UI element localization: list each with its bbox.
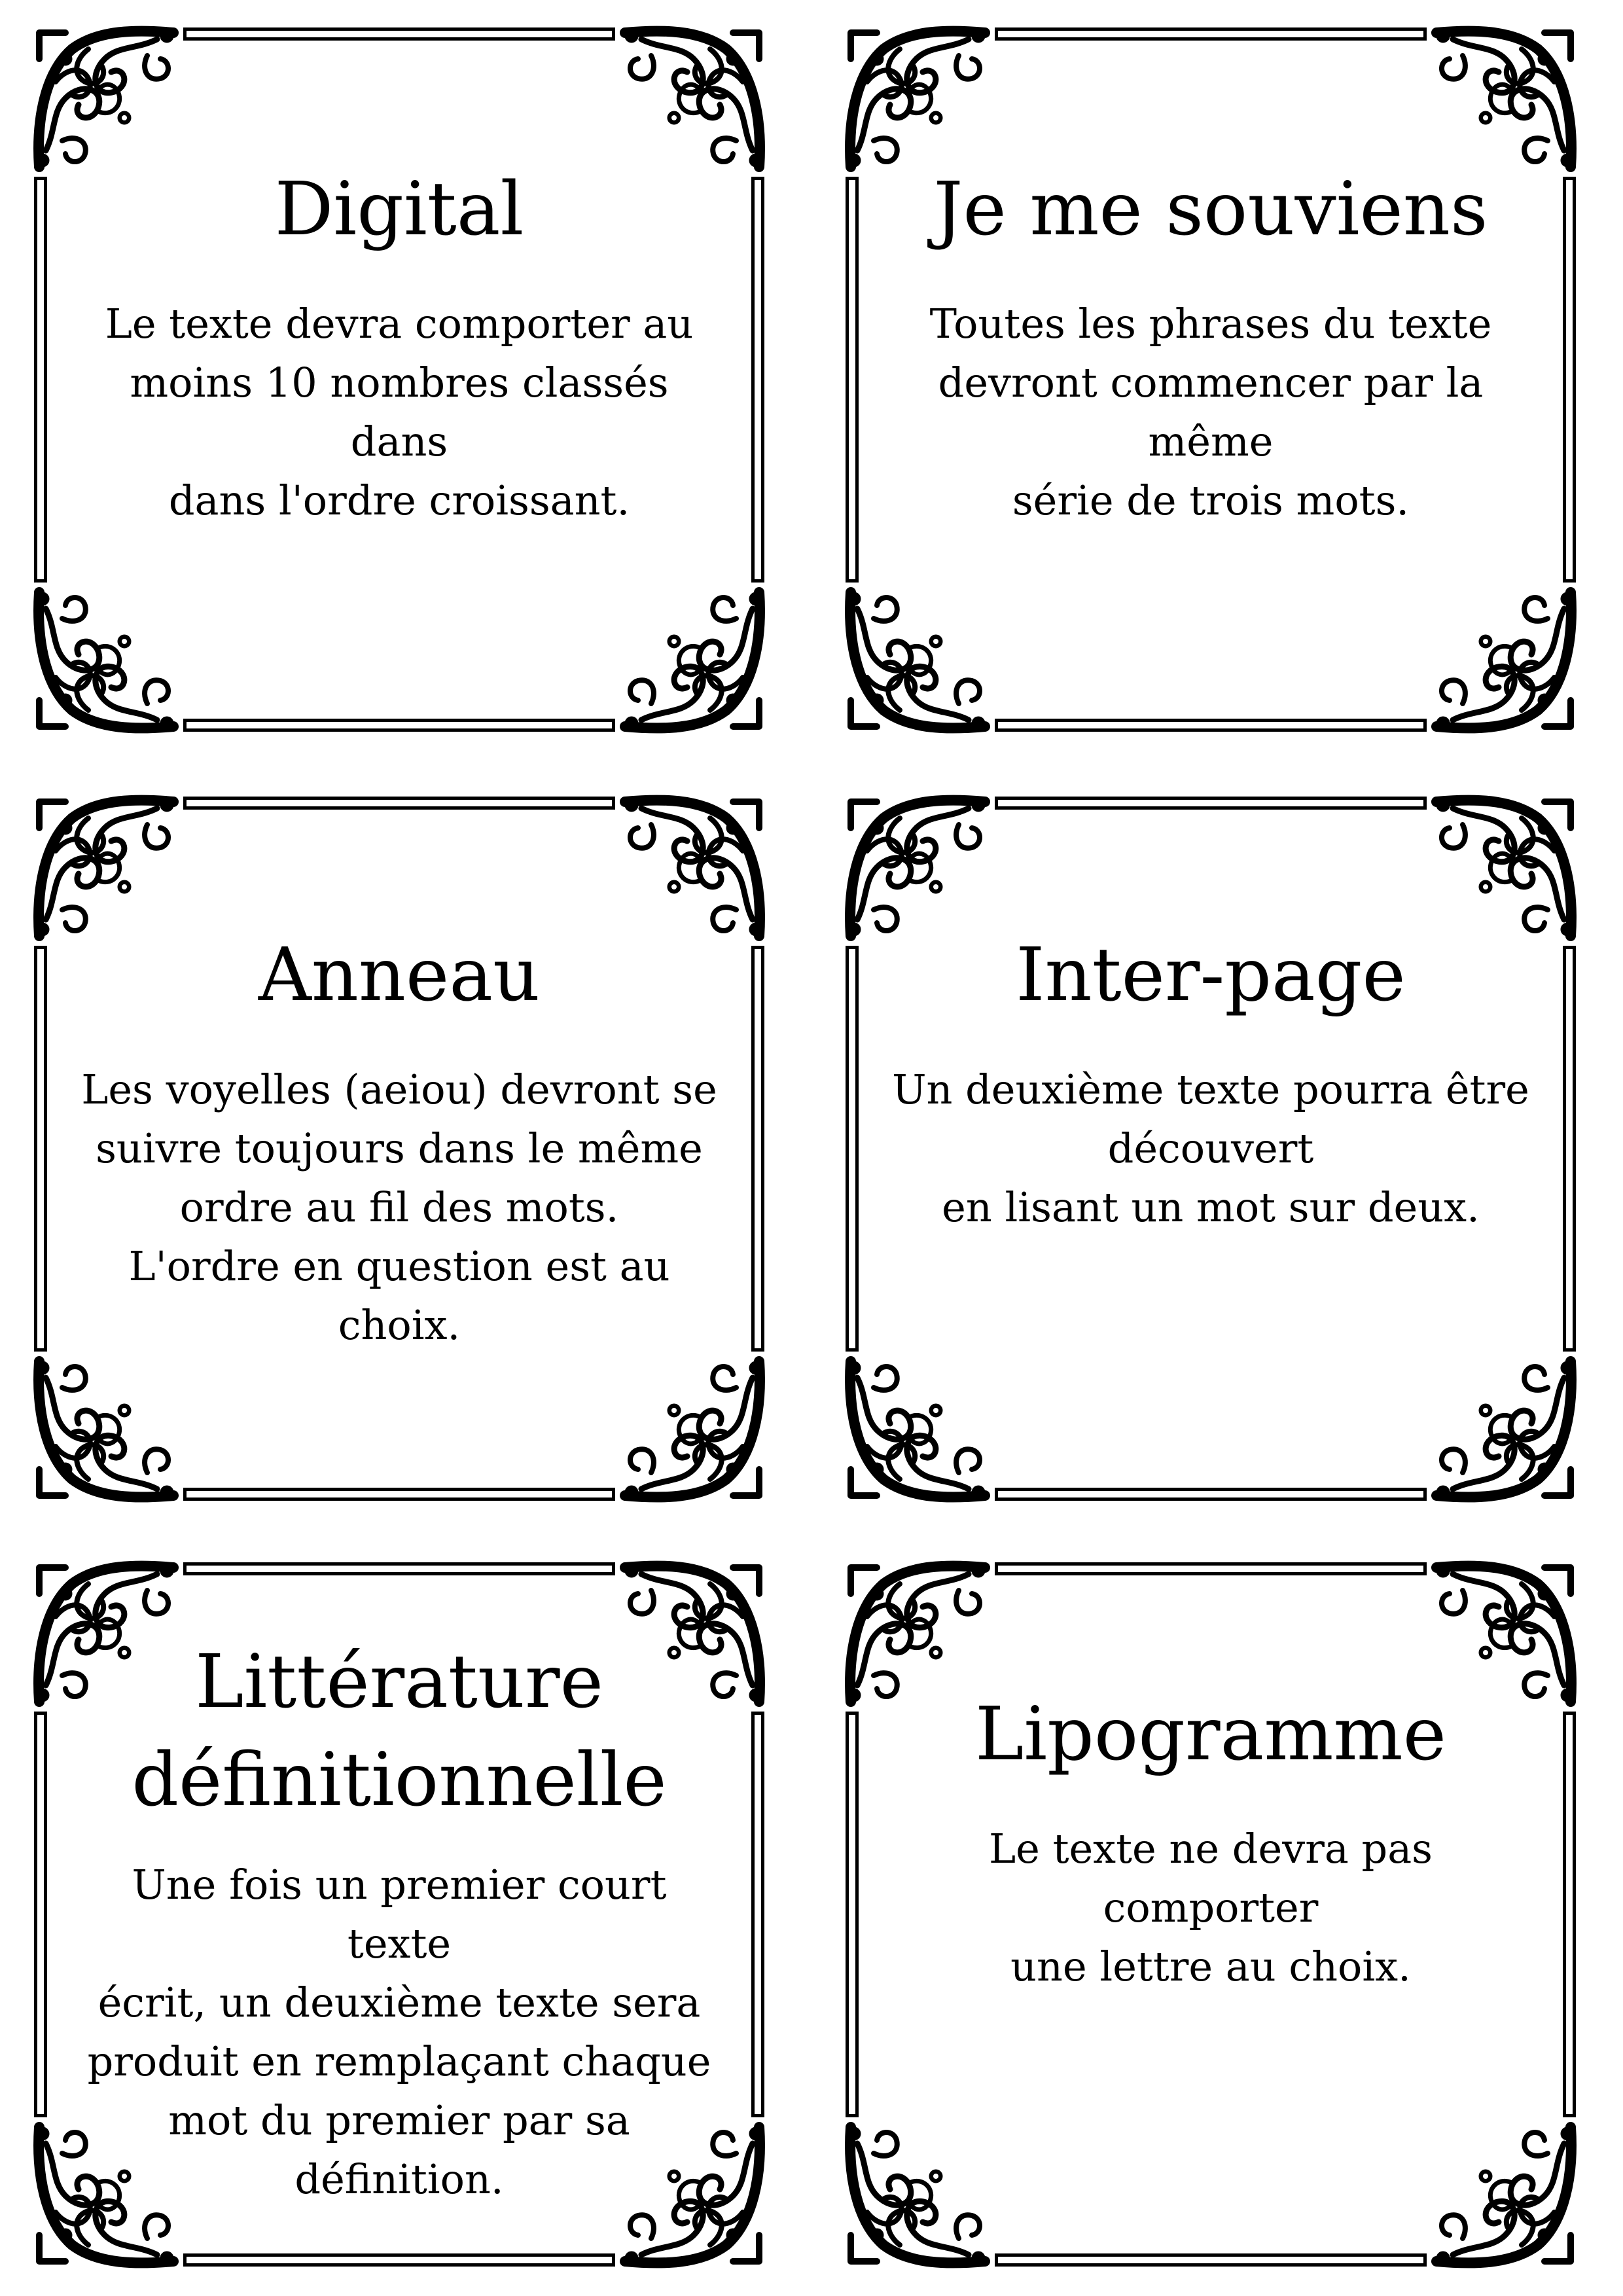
- ornament-corner-bottom-left-icon: [838, 1352, 995, 1509]
- ornament-corner-top-left-icon: [26, 1554, 183, 1712]
- ornament-corner-bottom-left-icon: [838, 583, 995, 740]
- card-anneau: [26, 789, 772, 1509]
- frame-top-bar: [183, 1562, 615, 1575]
- ornament-corner-bottom-right-icon: [1427, 2117, 1584, 2274]
- frame-left-bar: [34, 1712, 47, 2117]
- frame-left-bar: [34, 946, 47, 1352]
- card-content: [79, 926, 720, 1355]
- ornament-corner-top-left-icon: [838, 789, 995, 946]
- frame-top-bar: [995, 27, 1427, 41]
- frame-top-bar: [995, 797, 1427, 810]
- ornament-corner-bottom-left-icon: [838, 2117, 995, 2274]
- card-content: [890, 160, 1531, 530]
- card-title: Je me souviens: [933, 167, 1488, 252]
- ornament-corner-top-left-icon: [26, 20, 183, 177]
- frame-top-bar: [183, 27, 615, 41]
- frame-right-bar: [751, 1712, 764, 2117]
- ornament-corner-top-right-icon: [615, 1554, 772, 1712]
- frame-right-bar: [1563, 1712, 1576, 2117]
- ornament-corner-top-left-icon: [838, 20, 995, 177]
- ornament-corner-bottom-left-icon: [26, 2117, 183, 2274]
- card-text: Le texte ne devra pas comporter une lettre au choix.: [989, 1825, 1433, 1990]
- frame-right-bar: [751, 177, 764, 583]
- card-content: [79, 160, 720, 530]
- frame-bottom-bar: [995, 2253, 1427, 2267]
- card-title: Anneau: [258, 933, 541, 1018]
- card-litterature-definitionnelle: [26, 1554, 772, 2274]
- frame-top-bar: [995, 1562, 1427, 1575]
- frame-left-bar: [846, 946, 859, 1352]
- card-title: Lipogramme: [974, 1692, 1446, 1777]
- frame-right-bar: [1563, 177, 1576, 583]
- card-text: Le texte devra comporter au moins 10 nombres classés dans dans l'ordre croissant.: [105, 300, 694, 524]
- frame-bottom-bar: [183, 719, 615, 732]
- ornament-corner-top-left-icon: [26, 789, 183, 946]
- card-text: Une fois un premier court texte écrit, un deuxième texte sera produit en remplaçant chaque mot du premier par sa définition.: [87, 1861, 711, 2203]
- card-text: Toutes les phrases du texte devront commencer par la même série de trois mots.: [929, 300, 1492, 524]
- ornament-corner-top-left-icon: [838, 1554, 995, 1712]
- frame-right-bar: [1563, 946, 1576, 1352]
- ornament-corner-bottom-right-icon: [1427, 1352, 1584, 1509]
- ornament-corner-bottom-right-icon: [615, 583, 772, 740]
- frame-bottom-bar: [995, 1488, 1427, 1501]
- ornament-corner-top-right-icon: [615, 789, 772, 946]
- ornament-corner-bottom-left-icon: [26, 1352, 183, 1509]
- ornament-corner-top-right-icon: [1427, 789, 1584, 946]
- frame-bottom-bar: [183, 1488, 615, 1501]
- frame-left-bar: [846, 177, 859, 583]
- ornament-corner-bottom-right-icon: [615, 1352, 772, 1509]
- frame-right-bar: [751, 946, 764, 1352]
- card-text: Un deuxième texte pourra être découvert en lisant un mot sur deux.: [892, 1066, 1529, 1231]
- frame-left-bar: [846, 1712, 859, 2117]
- frame-bottom-bar: [995, 719, 1427, 732]
- card-je-me-souviens: [838, 20, 1584, 740]
- ornament-corner-bottom-right-icon: [1427, 583, 1584, 740]
- card-text: Les voyelles (aeiou) devront se suivre toujours dans le même ordre au fil des mots. L'ordre en question est au choix.: [81, 1066, 717, 1349]
- card-lipogramme: [838, 1554, 1584, 2274]
- card-digital: [26, 20, 772, 740]
- card-title: Inter-page: [1016, 933, 1406, 1018]
- frame-bottom-bar: [183, 2253, 615, 2267]
- ornament-corner-top-right-icon: [1427, 1554, 1584, 1712]
- frame-top-bar: [183, 797, 615, 810]
- ornament-corner-bottom-left-icon: [26, 583, 183, 740]
- ornament-corner-bottom-right-icon: [615, 2117, 772, 2274]
- card-content: [890, 926, 1531, 1237]
- card-content: [890, 1685, 1531, 1996]
- frame-left-bar: [34, 177, 47, 583]
- ornament-corner-top-right-icon: [615, 20, 772, 177]
- ornament-corner-top-right-icon: [1427, 20, 1584, 177]
- card-inter-page: [838, 789, 1584, 1509]
- card-title: Littérature définitionnelle: [132, 1640, 667, 1823]
- card-title: Digital: [274, 167, 524, 252]
